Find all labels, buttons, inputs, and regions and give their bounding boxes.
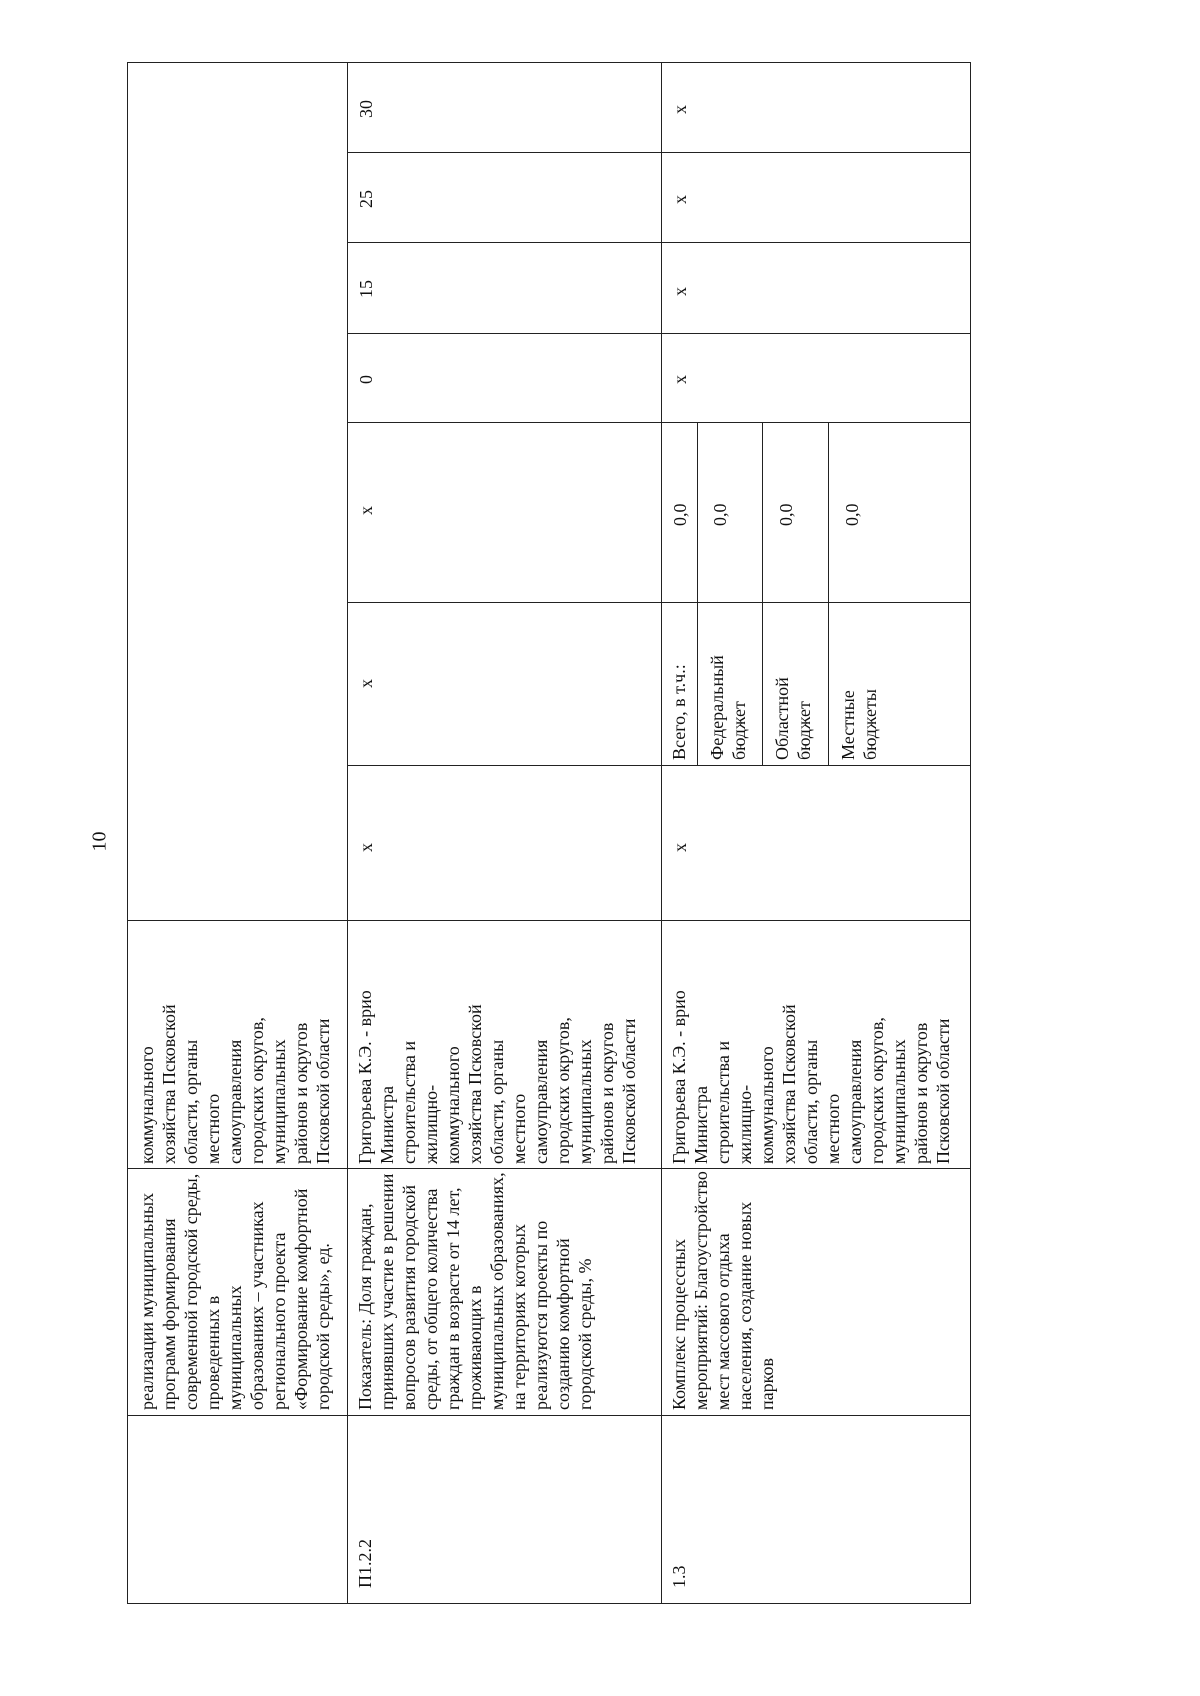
row2-code: П1.2.2 (355, 1539, 375, 1588)
col-divider (127, 920, 971, 921)
row2-responsible: Григорьева К.Э. - врио Министра строительства и жилищно- коммунального хозяйства Псковской области, органы местного самоуправления городских округов, муниципальных районов и округов Псковской области (355, 990, 639, 1164)
row3-responsible: Григорьева К.Э. - врио Министра строительства и жилищно- коммунального хозяйства Псковской области, органы местного самоуправления городских округов, муниципальных районов и округов Псковской области (669, 990, 953, 1164)
row1-responsible: коммунального хозяйства Псковской области, органы местного самоуправления городских округов, муниципальных районов и округов Псковской области (137, 1004, 333, 1164)
row3-value-4: х (670, 105, 690, 114)
col-divider (347, 242, 971, 243)
row3-value-3: х (670, 195, 690, 204)
col-divider (347, 333, 971, 334)
row3-amount-regional: 0,0 (776, 503, 796, 526)
row3-col3: х (670, 843, 690, 852)
source-divider (762, 422, 763, 766)
row3-source-local: Местные бюджеты (838, 689, 880, 760)
table-border-bottom (127, 1603, 971, 1604)
row3-source-regional: Областной бюджет (772, 677, 814, 760)
row2-col3: х (356, 843, 376, 852)
row3-value-2: х (670, 287, 690, 296)
row2-value-3: 25 (356, 190, 376, 208)
source-divider (828, 422, 829, 766)
row3-source-federal: Федеральный бюджет (707, 655, 749, 760)
row3-value-1: х (670, 375, 690, 384)
row3-source-total: Всего, в т.ч.: (669, 664, 689, 760)
row3-code: 1.3 (669, 1565, 689, 1588)
col-divider (347, 765, 971, 766)
row2-value-4: 30 (356, 100, 376, 118)
col-divider (127, 1168, 971, 1169)
row2-name: Показатель: Доля граждан, принявших участие в решении вопросов развития городской среды, от общего количества граждан в возрасте от 14 лет, проживающих в муниципальных образованиях, на территориях которых реализуются проекты по созданию комфортной городской среды, % (355, 1172, 595, 1410)
row3-amount-local: 0,0 (842, 503, 862, 526)
row1-name: реализации муниципальных программ формирования современной городской среды, проведенных в муниципальных образованиях – участниках регионального проекта «Формирование комфортной городской среды», ед. (137, 1173, 333, 1410)
row2-value-2: 15 (356, 280, 376, 298)
table-border-right (970, 62, 971, 1604)
row3-amount-federal: 0,0 (710, 503, 730, 526)
row-divider-2 (661, 62, 662, 1604)
row2-source: х (356, 679, 376, 688)
col-divider (347, 152, 971, 153)
col-divider (347, 422, 971, 423)
table-border-left (127, 62, 128, 1604)
row-divider-1 (347, 62, 348, 1604)
row3-name: Комплекс процессных мероприятий: Благоустройство мест массового отдыха населения, создание новых парков (669, 1171, 777, 1410)
page-number: 10 (88, 831, 111, 852)
table-border-top (127, 62, 971, 63)
col-divider (127, 1415, 971, 1416)
row2-value-1: 0 (356, 375, 376, 384)
source-divider (697, 422, 698, 766)
row3-amount-total: 0,0 (670, 503, 690, 526)
row2-amount: х (356, 506, 376, 515)
